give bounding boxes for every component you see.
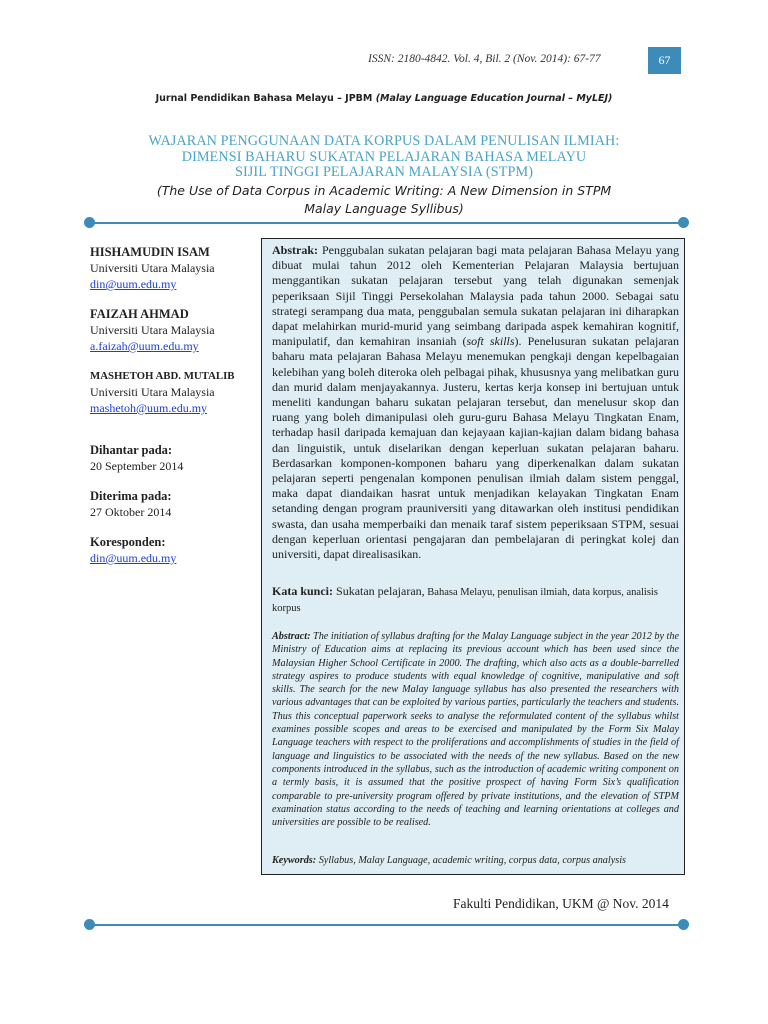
footer-text: Fakulti Pendidikan, UKM @ Nov. 2014	[453, 896, 669, 911]
keywords-english-text: Syllabus, Malay Language, academic writing, corpus data, corpus analysis	[316, 855, 627, 866]
title-line-3: SIJIL TINGGI PELAJARAN MALAYSIA (STPM)	[234, 164, 534, 180]
subtitle-line-1: (The Use of Data Corpus in Academic Writing: A New Dimension in STPM	[156, 183, 612, 198]
author-block	[90, 244, 255, 292]
top-divider-right-dot	[678, 217, 689, 228]
paper-title	[0, 134, 768, 181]
abstract-english-text: The initiation of syllabus drafting for the Malay Language subject in the year 2012 by the Ministry of Education aims at replacing its previous account which has been used since the Malaysian Higher School Certificate in 2000. The drafting, which also acts as a double-barrelled strategy aspires to produce students with equal knowledge of cognitive, manipulative and soft skills. The search for the new Malay language syllabus has also presented the researchers with various advantages that can be exploited by various parties, particularly the teachers and students. Thus this conceptual paperwork seeks to analyse the reformulated content of the syllabus whilst examines possible scopes and areas to be exercised and manipulated by the Form Six Malay Language teachers with respect to the proliferations and accomplishments of studies in the field of language and linguistics to be associated with the needs of the new syllabus. Based on the new components introduced in the syllabus, such as the introduction of academic writing component on a termly basis, it is assumed that the positive prospect of having Form Six’s qualification comparable to pre-university program offered by private institutions, and the elevation of STPM examination status according to the needs of teaching and learning orientations at colleges and universities are possible to be realised.	[272, 631, 679, 829]
keywords-malay-first: Sukatan pelajaran,	[333, 584, 425, 598]
correspondent-email-link[interactable]: din@uum.edu.my	[90, 551, 177, 565]
accepted-label: Diterima pada:	[90, 489, 172, 503]
submitted-block	[90, 442, 255, 474]
journal-name-my: Jurnal Pendidikan Bahasa Melayu – JPBM	[155, 93, 373, 104]
correspondent-label: Koresponden:	[90, 535, 166, 549]
author-column	[90, 244, 255, 580]
keywords-english-label: Keywords:	[272, 855, 317, 866]
abstract-malay-text-2: ). Penelusuran sukatan pelajaran baharu mata pelajaran Bahasa Melayu menemukan pengkaji dengan kepelbagaian kelebihan yang boleh diteroka oleh pelbagai pihak, khususnya yang melibatkan guru dan murid dalam menjayakannya. Justeru, kertas kerja konsep ini bertujuan untuk meneliti kandungan baharu sukatan pelajaran tersebut, dan menelusur skop dan ruang yang boleh dimanipulasi oleh guru-guru Bahasa Melayu Tingkatan Enam, terhadap hasil daripada kemajuan dan kejayaan kajian-kajian dalam bidang bahasa dan linguistik, untuk diselarikan dengan keperluan sukatan pelajaran baharu. Berdasarkan komponen-komponen baharu yang diperkenalkan dalam sukatan pelajaran seperti pengenalan komponen penulisan ilmiah dalam sistem penggal, maka dapat diandaikan hasrat untuk menjadikan kelayakan Tingkatan Enam setanding dengan program prauniversiti yang ditawarkan oleh institusi pendidikan swasta, dan usaha memperbaiki dan menaik taraf sistem peperiksaan STPM, sesuai dengan keperluan orientasi pengajaran dan pembelajaran di peringkat kolej dan universiti, dapat direalisasikan.	[272, 334, 679, 562]
keywords-malay	[272, 584, 679, 616]
title-line-2: DIMENSI BAHARU SUKATAN PELAJARAN BAHASA MELAYU	[181, 148, 587, 165]
author-name: MASHETOH ABD. MUTALIB	[90, 370, 235, 382]
submitted-date: 20 September 2014	[90, 459, 184, 473]
author-affiliation: Universiti Utara Malaysia	[90, 323, 215, 337]
top-divider	[90, 222, 683, 224]
abstract-english	[272, 630, 679, 829]
abstract-malay-text: Penggubalan sukatan pelajaran bagi mata pelajaran Bahasa Melayu yang dibuat mulai tahun 2012 oleh Kementerian Pelajaran Malaysia bertujuan menggantikan sukatan pelajaran tersebut yang telah digunakan semenjak peperiksaan Sijil Tinggi Persekolahan Malaysia pada tahun 2000. Sebagai satu strategi serampang dua mata, penggubalan semula sukatan pelajaran ini diharapkan dapat melahirkan murid-murid yang seimbang daripada aspek kemahiran kognitif, manipulatif, dan kemahiran insaniah (	[272, 243, 679, 349]
journal-name-en: (Malay Language Education Journal – MyLEJ)	[375, 93, 613, 104]
keywords-malay-label: Kata kunci:	[272, 584, 334, 598]
issn-line: ISSN: 2180-4842. Vol. 4, Bil. 2 (Nov. 2014): 67-77	[368, 53, 601, 65]
author-email-link[interactable]: mashetoh@uum.edu.my	[90, 401, 208, 415]
author-name: HISHAMUDIN ISAM	[90, 245, 210, 259]
abstract-malay-label: Abstrak:	[272, 243, 319, 257]
bottom-divider-right-dot	[678, 919, 689, 930]
journal-name	[0, 93, 768, 104]
author-name: FAIZAH AHMAD	[90, 307, 189, 321]
abstract-malay	[272, 243, 679, 562]
abstract-english-label: Abstract:	[272, 631, 311, 642]
keywords-malay-rest: Bahasa Melayu, penulisan ilmiah, data korpus, analisis korpus	[272, 587, 658, 614]
author-email-link[interactable]: din@uum.edu.my	[90, 277, 177, 291]
author-block	[90, 306, 255, 354]
correspondent-block	[90, 534, 255, 566]
paper-subtitle	[0, 182, 768, 218]
bottom-divider-left-dot	[84, 919, 95, 930]
accepted-block	[90, 488, 255, 520]
top-divider-left-dot	[84, 217, 95, 228]
keywords-english	[272, 855, 679, 866]
author-affiliation: Universiti Utara Malaysia	[90, 261, 215, 275]
abstract-malay-italic: soft skills	[466, 334, 515, 349]
author-block	[90, 368, 255, 416]
subtitle-line-2: Malay Language Syllibus)	[304, 201, 464, 216]
bottom-divider	[90, 924, 683, 926]
author-email-link[interactable]: a.faizah@uum.edu.my	[90, 339, 199, 353]
submitted-label: Dihantar pada:	[90, 443, 173, 457]
page-number-badge: 67	[648, 47, 681, 74]
author-affiliation: Universiti Utara Malaysia	[90, 385, 215, 399]
accepted-date: 27 Oktober 2014	[90, 505, 172, 519]
title-line-1: WAJARAN PENGGUNAAN DATA KORPUS DALAM PENULISAN ILMIAH:	[148, 133, 620, 149]
